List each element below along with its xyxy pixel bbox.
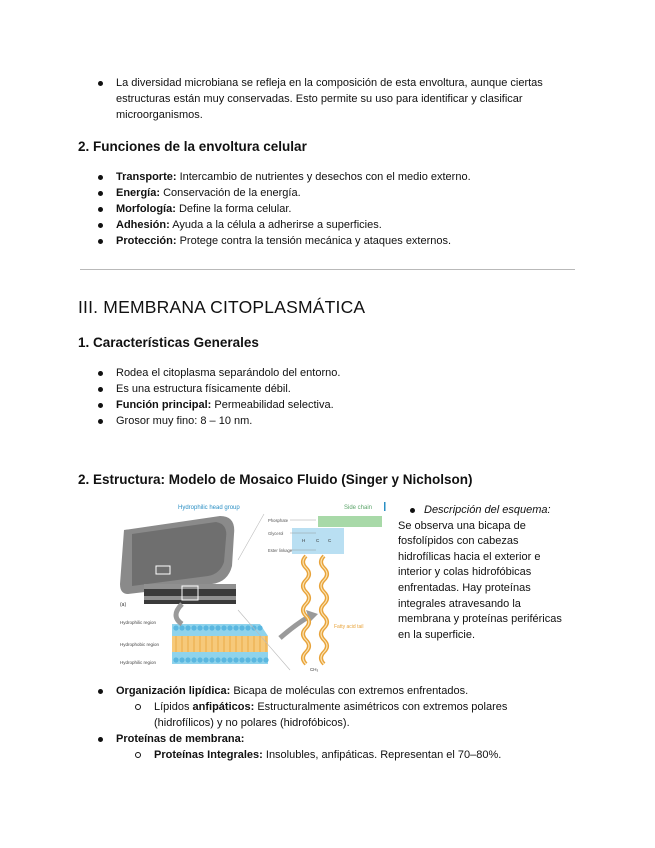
caracteristicas-heading: 1. Características Generales xyxy=(78,335,259,350)
list-item xyxy=(78,233,598,249)
funciones-list xyxy=(78,169,598,249)
section-title: III. MEMBRANA CITOPLASMÁTICA xyxy=(78,297,366,317)
intro-list xyxy=(78,75,598,123)
item-text: Bicapa de moléculas con extremos enfrentados. xyxy=(230,685,469,697)
description-line: integrales atravesando la xyxy=(398,597,521,610)
item-text: Intercambio de nutrientes y desechos con el medio externo. xyxy=(176,171,471,183)
svg-text:H: H xyxy=(302,538,306,543)
item-text: Es una estructura físicamente débil. xyxy=(116,383,291,395)
funciones-heading: 2. Funciones de la envoltura celular xyxy=(78,139,307,154)
estructura-heading: 2. Estructura: Modelo de Mosaico Fluido (Singer y Nicholson) xyxy=(78,472,473,487)
hydrophilic-label: Hydrophilic region xyxy=(120,660,157,665)
item-term: Protección: xyxy=(116,235,177,247)
item-text: Rodea el citoplasma separándolo del entorno. xyxy=(116,367,341,379)
connector-line xyxy=(238,514,264,560)
svg-text:C: C xyxy=(328,538,332,543)
item-term: Morfología: xyxy=(116,203,176,215)
ch3-label: CH₃ xyxy=(310,667,319,672)
item-text: Grosor muy fino: 8 – 10 nm. xyxy=(116,415,253,427)
description-line: en la superficie. xyxy=(398,628,476,641)
item-text: Estructuralmente asimétricos con extremos polares xyxy=(254,701,508,713)
list-item xyxy=(78,169,598,185)
intro-line-1: La diversidad microbiana se refleja en la composición de esta envoltura, aunque ciertas xyxy=(116,77,543,89)
item-term: Proteínas Integrales: xyxy=(154,749,263,761)
list-item xyxy=(78,365,598,381)
item-term: Organización lipídica: xyxy=(116,685,231,697)
item-text: Conservación de la energía. xyxy=(160,187,301,199)
item-text: Ayuda a la célula a adherirse a superficies. xyxy=(169,219,382,231)
side-chain-marker xyxy=(384,502,386,511)
description-heading: Descripción del esquema: xyxy=(398,503,580,519)
phosphate-label: Phosphate xyxy=(268,518,289,523)
head-group-dots xyxy=(173,625,262,630)
item-term: Energía: xyxy=(116,187,161,199)
list-item xyxy=(78,75,598,123)
item-text: Lípidos xyxy=(154,701,193,713)
item-text: Define la forma celular. xyxy=(175,203,292,215)
item-term: Función principal: xyxy=(116,399,212,411)
item-term: Adhesión: xyxy=(116,219,170,231)
list-item xyxy=(78,217,598,233)
intro-line-2: estructuras están muy conservadas. Esto permite su uso para identificar y clasificar xyxy=(116,93,523,105)
membrane-figure xyxy=(120,500,392,672)
list-item xyxy=(78,201,598,217)
description-line: membrana y proteínas periféricas xyxy=(398,613,562,626)
description-line: hidrofílicas hacia el exterior e xyxy=(398,550,541,563)
svg-text:C: C xyxy=(316,538,320,543)
list-item xyxy=(78,397,598,413)
list-item xyxy=(78,413,598,429)
item-text: Permeabilidad selectiva. xyxy=(211,399,334,411)
list-item xyxy=(78,381,598,397)
zoom-arrow xyxy=(176,604,182,624)
side-chain-label: Side chain xyxy=(344,505,373,511)
micrograph-strip-line xyxy=(144,596,236,600)
glycerol-label: Glycerol xyxy=(268,531,284,536)
description-line: fosfolípidos con cabezas xyxy=(398,535,519,548)
figure-description xyxy=(398,503,580,643)
description-line: enfrentadas. Hay proteínas xyxy=(398,581,531,594)
item-text: Insolubles, anfipáticas. Representan el 70–80%. xyxy=(262,749,502,761)
item-text-line2: (hidrofílicos) y no polares (hidrofóbicos). xyxy=(154,717,350,729)
estructura-list xyxy=(78,683,618,763)
intro-line-3: microorganismos. xyxy=(116,109,203,121)
sub-list-item xyxy=(78,699,618,731)
item-term: Proteínas de membrana: xyxy=(116,733,245,745)
item-term: Transporte: xyxy=(116,171,177,183)
ester-label: Ester linkage xyxy=(268,548,293,553)
hydrophilic-label: Hydrophilic region xyxy=(120,620,157,625)
list-item xyxy=(78,185,598,201)
fatty-acid-label: Fatty acid tail xyxy=(334,624,364,630)
list-item xyxy=(78,731,618,747)
item-text: Protege contra la tensión mecánica y ataques externos. xyxy=(176,235,452,247)
description-line: Se observa una bicapa de xyxy=(398,519,526,532)
caracteristicas-list xyxy=(78,365,598,429)
side-chain-box xyxy=(318,516,382,527)
item-term: anfipáticos: xyxy=(192,701,255,713)
hydrophobic-label: Hydrophobic region xyxy=(120,642,160,647)
description-line: interior y colas hidrofóbicas xyxy=(398,566,532,579)
section-divider xyxy=(80,269,575,270)
list-item xyxy=(78,683,618,699)
panel-label: (a) xyxy=(120,602,127,608)
hydrophilic-head-label: Hydrophilic head group xyxy=(178,505,240,511)
sub-list-item xyxy=(78,747,618,763)
